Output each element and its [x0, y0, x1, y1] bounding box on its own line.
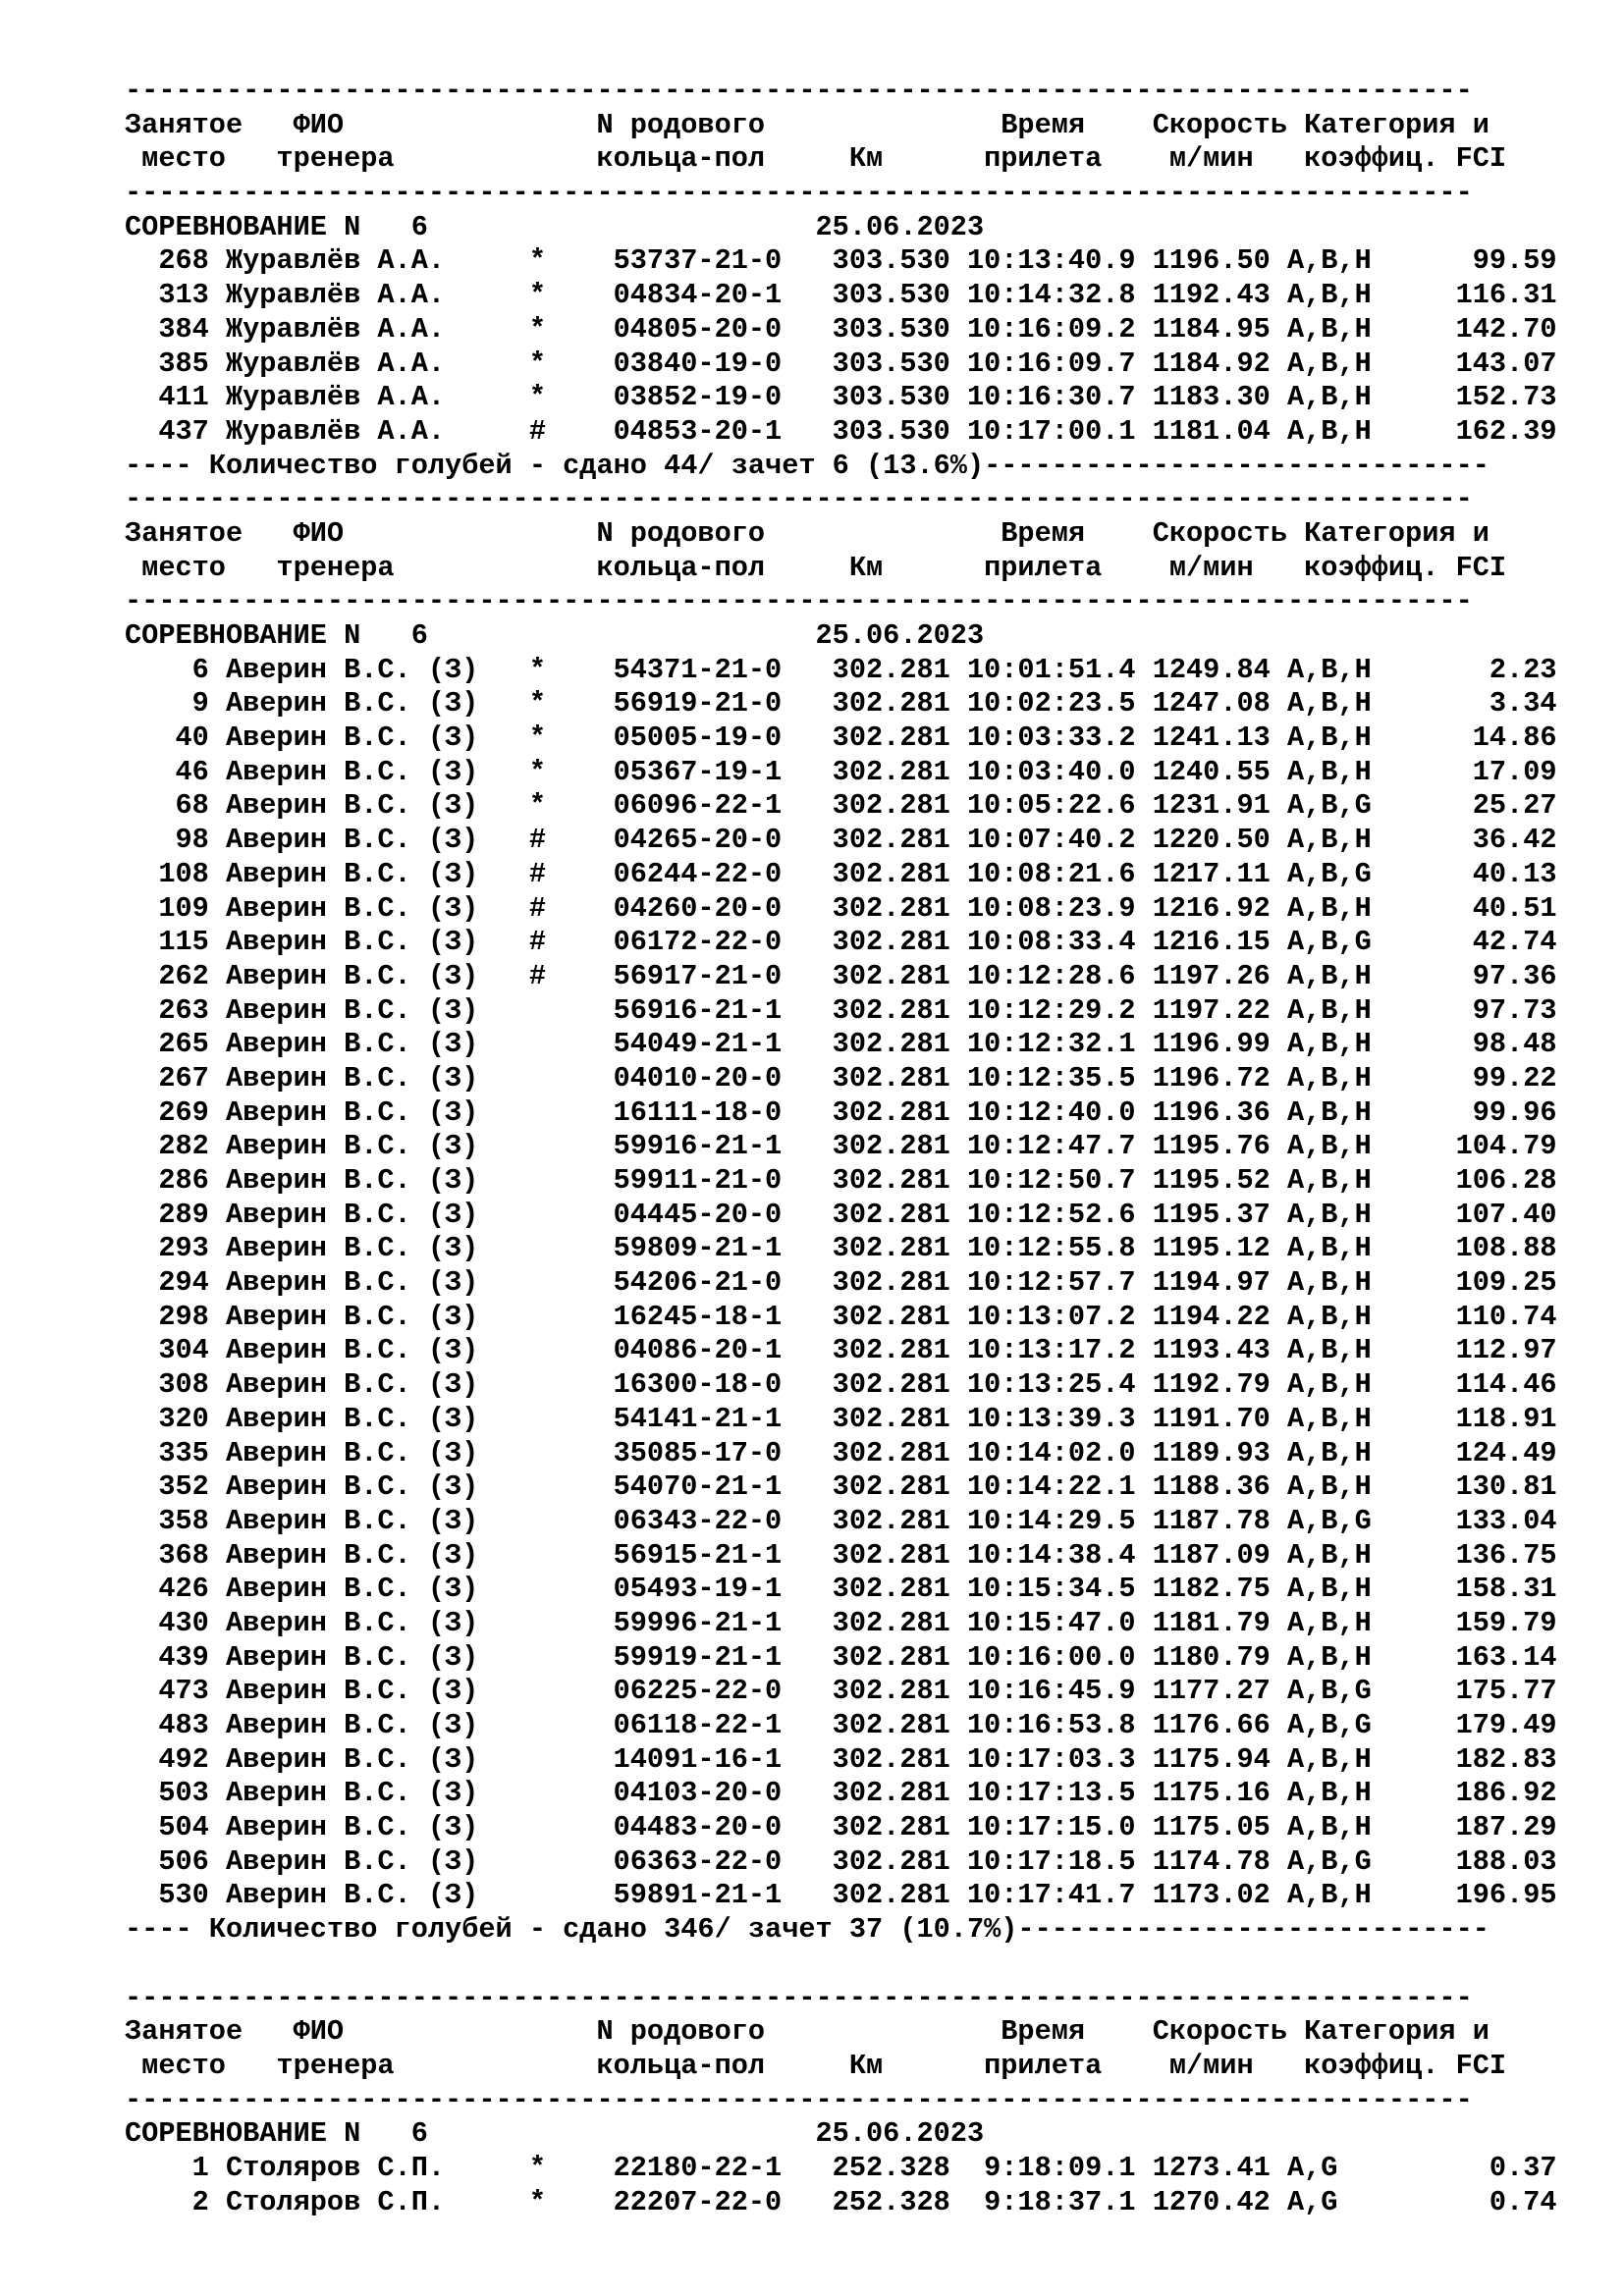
- result-row: 1 Столяров С.П. * 22180-22-1 252.328 9:18:09.1 1273.41 A,G 0.37: [125, 2151, 1557, 2184]
- column-header-line-2: место тренера кольца-пол Км прилета м/мин коэффиц. FCI: [125, 551, 1507, 584]
- result-row: 269 Аверин В.С. (З) 16111-18-0 302.281 10:12:40.0 1196.36 A,B,H 99.96: [125, 1095, 1557, 1129]
- result-row: 368 Аверин В.С. (З) 56915-21-1 302.281 10:14:38.4 1187.09 A,B,H 136.75: [125, 1538, 1557, 1572]
- summary-line: ---- Количество голубей - сдано 44/ зачет 6 (13.6%)------------------------------: [125, 449, 1489, 482]
- result-row: 530 Аверин В.С. (З) 59891-21-1 302.281 10:17:41.7 1173.02 A,B,H 196.95: [125, 1879, 1557, 1912]
- result-row: 385 Журавлёв А.А. * 03840-19-0 303.530 10:16:09.7 1184.92 A,B,H 143.07: [125, 347, 1557, 380]
- result-row: 437 Журавлёв А.А. # 04853-20-1 303.530 10:17:00.1 1181.04 A,B,H 162.39: [125, 414, 1557, 448]
- result-row: 46 Аверин В.С. (З) * 05367-19-1 302.281 10:03:40.0 1240.55 A,B,H 17.09: [125, 755, 1557, 788]
- result-row: 473 Аверин В.С. (З) 06225-22-0 302.281 10:16:45.9 1177.27 A,B,G 175.77: [125, 1675, 1557, 1708]
- result-row: 298 Аверин В.С. (З) 16245-18-1 302.281 10:13:07.2 1194.22 A,B,H 110.74: [125, 1300, 1557, 1333]
- result-row: 40 Аверин В.С. (З) * 05005-19-0 302.281 10:03:33.2 1241.13 A,B,H 14.86: [125, 721, 1557, 755]
- result-row: 304 Аверин В.С. (З) 04086-20-1 302.281 10:13:17.2 1193.43 A,B,H 112.97: [125, 1334, 1557, 1367]
- results-document: [125, 75, 1557, 2219]
- result-row: 289 Аверин В.С. (З) 04445-20-0 302.281 10:12:52.6 1195.37 A,B,H 107.40: [125, 1198, 1557, 1231]
- result-row: 335 Аверин В.С. (З) 35085-17-0 302.281 10:14:02.0 1189.93 A,B,H 124.49: [125, 1436, 1557, 1469]
- competition-line: СОРЕВНОВАНИЕ N 6 25.06.2023: [125, 210, 985, 243]
- result-row: 506 Аверин В.С. (З) 06363-22-0 302.281 10:17:18.5 1174.78 A,B,G 188.03: [125, 1844, 1557, 1878]
- result-row: 108 Аверин В.С. (З) # 06244-22-0 302.281 10:08:21.6 1217.11 A,B,G 40.13: [125, 857, 1557, 890]
- divider-line: --------------------------------------------------------------------------------: [125, 2083, 1473, 2116]
- result-row: 268 Журавлёв А.А. * 53737-21-0 303.530 10:13:40.9 1196.50 A,B,H 99.59: [125, 244, 1557, 278]
- divider-line: --------------------------------------------------------------------------------: [125, 483, 1473, 516]
- divider-line: --------------------------------------------------------------------------------: [125, 75, 1473, 107]
- result-row: 411 Журавлёв А.А. * 03852-19-0 303.530 10:16:30.7 1183.30 A,B,H 152.73: [125, 381, 1557, 414]
- divider-line: --------------------------------------------------------------------------------: [125, 177, 1473, 210]
- result-row: 430 Аверин В.С. (З) 59996-21-1 302.281 10:15:47.0 1181.79 A,B,H 159.79: [125, 1606, 1557, 1639]
- column-header-line-1: Занятое ФИО N родового Время Скорость Категория и: [125, 2015, 1489, 2049]
- result-row: 492 Аверин В.С. (З) 14091-16-1 302.281 10:17:03.3 1175.94 A,B,H 182.83: [125, 1742, 1557, 1776]
- result-row: 313 Журавлёв А.А. * 04834-20-1 303.530 10:14:32.8 1192.43 A,B,H 116.31: [125, 279, 1557, 312]
- result-row: 293 Аверин В.С. (З) 59809-21-1 302.281 10:12:55.8 1195.12 A,B,H 108.88: [125, 1232, 1557, 1265]
- column-header-line-2: место тренера кольца-пол Км прилета м/мин коэффиц. FCI: [125, 142, 1507, 176]
- result-row: 503 Аверин В.С. (З) 04103-20-0 302.281 10:17:13.5 1175.16 A,B,H 186.92: [125, 1777, 1557, 1810]
- result-row: 109 Аверин В.С. (З) # 04260-20-0 302.281 10:08:23.9 1216.92 A,B,H 40.51: [125, 891, 1557, 925]
- result-row: 98 Аверин В.С. (З) # 04265-20-0 302.281 10:07:40.2 1220.50 A,B,H 36.42: [125, 824, 1557, 857]
- competition-line: СОРЕВНОВАНИЕ N 6 25.06.2023: [125, 2117, 985, 2151]
- competition-line: СОРЕВНОВАНИЕ N 6 25.06.2023: [125, 619, 985, 652]
- result-row: 384 Журавлёв А.А. * 04805-20-0 303.530 10:16:09.2 1184.95 A,B,H 142.70: [125, 312, 1557, 346]
- result-row: 320 Аверин В.С. (З) 54141-21-1 302.281 10:13:39.3 1191.70 A,B,H 118.91: [125, 1402, 1557, 1435]
- divider-line: --------------------------------------------------------------------------------: [125, 1981, 1473, 2014]
- result-row: 504 Аверин В.С. (З) 04483-20-0 302.281 10:17:15.0 1175.05 A,B,H 187.29: [125, 1811, 1557, 1844]
- result-row: 358 Аверин В.С. (З) 06343-22-0 302.281 10:14:29.5 1187.78 A,B,G 133.04: [125, 1504, 1557, 1537]
- column-header-line-2: место тренера кольца-пол Км прилета м/мин коэффиц. FCI: [125, 2049, 1507, 2082]
- result-row: 286 Аверин В.С. (З) 59911-21-0 302.281 10:12:50.7 1195.52 A,B,H 106.28: [125, 1164, 1557, 1197]
- result-row: 6 Аверин В.С. (З) * 54371-21-0 302.281 10:01:51.4 1249.84 A,B,H 2.23: [125, 653, 1557, 686]
- result-row: 282 Аверин В.С. (З) 59916-21-1 302.281 10:12:47.7 1195.76 A,B,H 104.79: [125, 1130, 1557, 1163]
- column-header-line-1: Занятое ФИО N родового Время Скорость Категория и: [125, 516, 1489, 550]
- result-row: 352 Аверин В.С. (З) 54070-21-1 302.281 10:14:22.1 1188.36 A,B,H 130.81: [125, 1470, 1557, 1504]
- result-row: 267 Аверин В.С. (З) 04010-20-0 302.281 10:12:35.5 1196.72 A,B,H 99.22: [125, 1061, 1557, 1095]
- result-row: 68 Аверин В.С. (З) * 06096-22-1 302.281 10:05:22.6 1231.91 A,B,G 25.27: [125, 789, 1557, 823]
- result-row: 265 Аверин В.С. (З) 54049-21-1 302.281 10:12:32.1 1196.99 A,B,H 98.48: [125, 1028, 1557, 1061]
- divider-line: --------------------------------------------------------------------------------: [125, 585, 1473, 618]
- blank-line: [125, 1948, 1557, 1982]
- summary-line: ---- Количество голубей - сдано 346/ зачет 37 (10.7%)----------------------------: [125, 1913, 1489, 1947]
- result-row: 483 Аверин В.С. (З) 06118-22-1 302.281 10:16:53.8 1176.66 A,B,G 179.49: [125, 1709, 1557, 1741]
- result-row: 9 Аверин В.С. (З) * 56919-21-0 302.281 10:02:23.5 1247.08 A,B,H 3.34: [125, 687, 1557, 721]
- result-row: 294 Аверин В.С. (З) 54206-21-0 302.281 10:12:57.7 1194.97 A,B,H 109.25: [125, 1266, 1557, 1300]
- result-row: 439 Аверин В.С. (З) 59919-21-1 302.281 10:16:00.0 1180.79 A,B,H 163.14: [125, 1640, 1557, 1674]
- result-row: 262 Аверин В.С. (З) # 56917-21-0 302.281 10:12:28.6 1197.26 A,B,H 97.36: [125, 959, 1557, 992]
- result-row: 115 Аверин В.С. (З) # 06172-22-0 302.281 10:08:33.4 1216.15 A,B,G 42.74: [125, 926, 1557, 959]
- result-row: 308 Аверин В.С. (З) 16300-18-0 302.281 10:13:25.4 1192.79 A,B,H 114.46: [125, 1368, 1557, 1402]
- result-row: 263 Аверин В.С. (З) 56916-21-1 302.281 10:12:29.2 1197.22 A,B,H 97.73: [125, 993, 1557, 1027]
- column-header-line-1: Занятое ФИО N родового Время Скорость Категория и: [125, 108, 1489, 141]
- result-row: 426 Аверин В.С. (З) 05493-19-1 302.281 10:15:34.5 1182.75 A,B,H 158.31: [125, 1573, 1557, 1606]
- result-row: 2 Столяров С.П. * 22207-22-0 252.328 9:18:37.1 1270.42 A,G 0.74: [125, 2185, 1557, 2218]
